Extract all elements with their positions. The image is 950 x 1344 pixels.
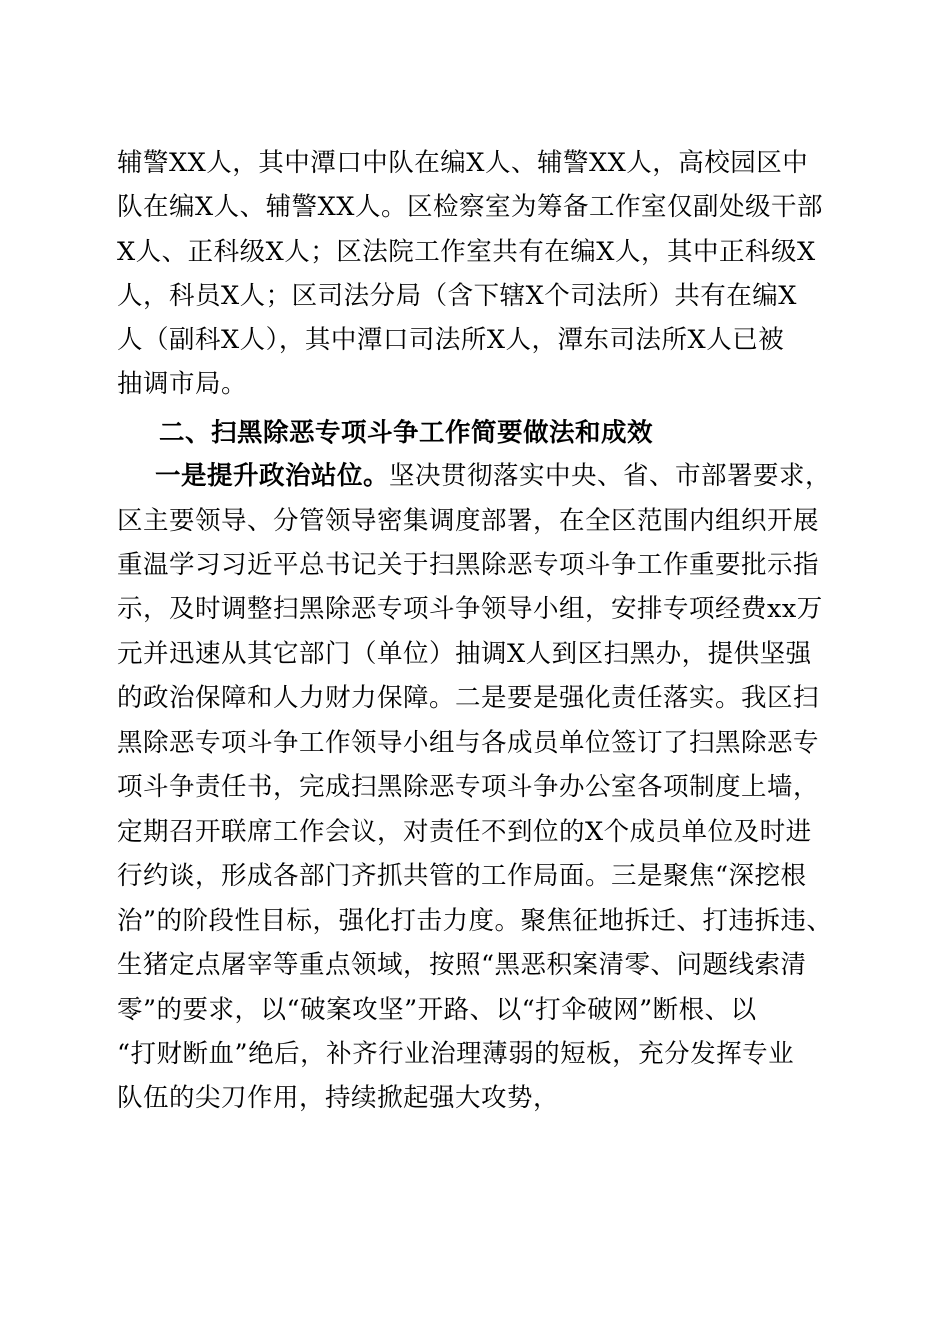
paragraph-line: 生猪定点屠宰等重点领域，按照“黑恶积案清零、问题线索清 bbox=[117, 950, 807, 980]
paragraph-line: 定期召开联席工作会议，对责任不到位的X个成员单位及时进 bbox=[117, 817, 812, 847]
paragraph-line: 治”的阶段性目标，强化打击力度。聚焦征地拆迁、打违拆违、 bbox=[117, 906, 833, 936]
paragraph-line: 元并迅速从其它部门（单位）抽调X人到区扫黑办，提供坚强 bbox=[117, 639, 812, 669]
paragraph-line: 人（副科X人），其中潭口司法所X人，潭东司法所X人已被 bbox=[117, 325, 785, 355]
paragraph-line: 队在编X人、辅警XX人。区检察室为筹备工作室仅副处级干部 bbox=[117, 192, 823, 222]
paragraph-line: 行约谈，形成各部门齐抓共管的工作局面。三是聚焦“深挖根 bbox=[117, 861, 807, 891]
paragraph-line: 示，及时调整扫黑除恶专项斗争领导小组，安排专项经费xx万 bbox=[117, 594, 823, 624]
paragraph-line: 辅警XX人，其中潭口中队在编X人、辅警XX人，高校园区中 bbox=[117, 148, 809, 178]
paragraph-line: 抽调市局。 bbox=[117, 369, 248, 399]
paragraph-line: 黑除恶专项斗争工作领导小组与各成员单位签订了扫黑除恶专 bbox=[117, 728, 820, 758]
paragraph-line: 零”的要求，以“破案攻坚”开路、以“打伞破网”断根、以 bbox=[117, 995, 757, 1025]
paragraph-line: 区主要领导、分管领导密集调度部署，在全区范围内组织开展 bbox=[117, 506, 820, 536]
paragraph-line: “打财断血”绝后，补齐行业治理薄弱的短板，充分发挥专业 bbox=[117, 1039, 795, 1069]
paragraph-line: X人、正科级X人；区法院工作室共有在编X人，其中正科级X bbox=[117, 237, 816, 267]
paragraph-line: 项斗争责任书，完成扫黑除恶专项斗争办公室各项制度上墙， bbox=[117, 772, 820, 802]
paragraph-lead-rest: 坚决贯彻落实中央、省、市部署要求， bbox=[389, 461, 832, 491]
paragraph-line: 队伍的尖刀作用，持续掀起强大攻势， bbox=[117, 1083, 560, 1113]
paragraph-first-line bbox=[155, 458, 831, 494]
paragraph-lead: 一是提升政治站位。 bbox=[155, 461, 390, 491]
paragraph-line: 的政治保障和人力财力保障。二是要是强化责任落实。我区扫 bbox=[117, 683, 820, 713]
section-heading: 二、扫黑除恶专项斗争工作简要做法和成效 bbox=[159, 418, 654, 448]
paragraph-line: 重温学习习近平总书记关于扫黑除恶专项斗争工作重要批示指 bbox=[117, 550, 820, 580]
paragraph-line: 人，科员X人；区司法分局（含下辖X个司法所）共有在编X bbox=[117, 281, 797, 311]
